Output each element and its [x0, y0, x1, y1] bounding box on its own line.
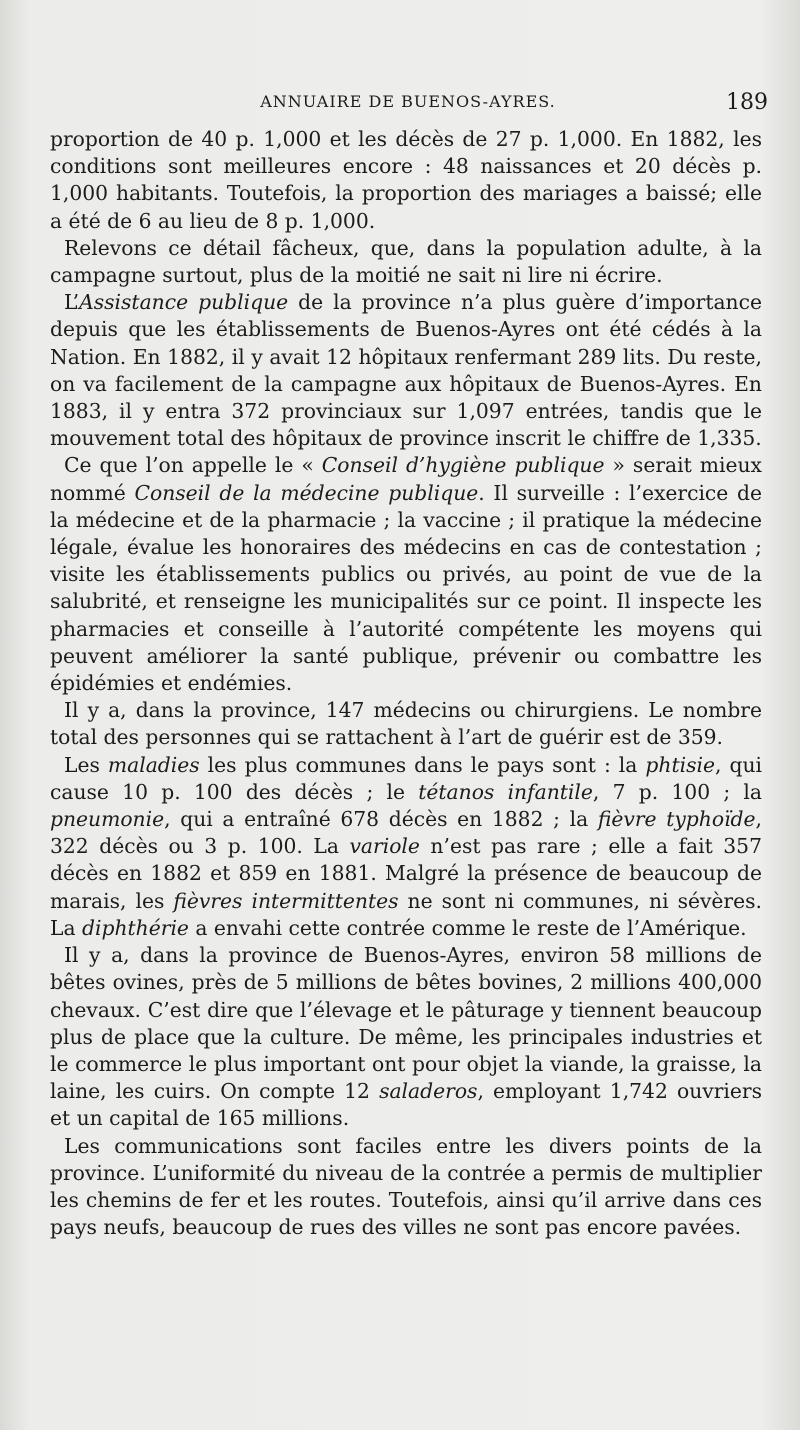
text-run: , 7 p. 100 ; la — [592, 779, 762, 804]
text-run: . Il surveille : l’exercice de la médecine et de la pharmacie ; la vaccine ; il pratique la médecine légale, évalue les honoraires des médecins en cas de contestation ; visite les établissements publics ou privés, au point de vue de la salubrité, et renseigne les municipalités sur ce point. Il inspecte les pharmacies et conseille à l’autorité compétente les moyens qui peuvent améliorer la santé publique, prévenir ou combattre les épidémies et endémies. — [50, 480, 762, 696]
text-run: , qui cause 10 p. 100 des décès ; le — [50, 752, 762, 804]
italic-text: diphthérie — [82, 915, 189, 940]
paragraph — [50, 1133, 762, 1242]
running-title: ANNUAIRE DE BUENOS-AYRES. — [260, 92, 556, 111]
italic-text: pneumonie — [50, 807, 165, 832]
italic-text: fièvres intermittentes — [173, 888, 399, 913]
text-run: les plus communes dans le pays sont : la — [199, 752, 646, 777]
text-run: Il y a, dans la province, 147 médecins ou chirurgiens. Le nombre total des personnes qui se rattachent à l’art de guérir est de 359. — [50, 698, 762, 750]
text-run: L’ — [64, 290, 80, 315]
paragraph — [50, 752, 762, 942]
italic-text: fièvre typhoïde — [597, 807, 756, 832]
paragraph — [50, 452, 762, 697]
text-run: Relevons ce détail fâcheux, que, dans la population adulte, à la campagne surtout, plus de la moitié ne sait ni lire ni écrire. — [50, 235, 762, 288]
body-text — [50, 126, 762, 1241]
paragraph — [50, 942, 762, 1132]
italic-text: maladies — [107, 752, 200, 777]
text-run: ne sont ni communes, ni sévères. La — [50, 888, 762, 940]
text-run: n’est pas rare ; elle a fait 357 décès en 1882 et 859 en 1881. Malgré la présence de beaucoup de marais, les — [50, 834, 762, 913]
text-run: Les communications sont faciles entre les divers points de la province. L’uniformité du niveau de la contrée a permis de multiplier les chemins de fer et les routes. Toutefois, ainsi qu’il arrive dans ces pays neufs, beaucoup de rues des villes ne sont pas encore pavées. — [50, 1133, 762, 1240]
paragraph — [50, 126, 762, 235]
italic-text: variole — [349, 834, 420, 859]
text-run: Il y a, dans la province de Buenos-Ayres, environ 58 millions de bêtes ovines, près de 5 millions de bêtes bovines, 2 millions 400,000 chevaux. C’est dire que l’élevage et le pâturage y tiennent beaucoup plus de place que la culture. De même, les principales industries et le commerce le plus important ont pour objet la viande, la graisse, la laine, les cuirs. On compte 12 — [50, 943, 762, 1104]
italic-text: Conseil d’hygiène publique — [321, 453, 605, 478]
italic-text: saladeros — [379, 1079, 478, 1104]
page-header — [48, 90, 768, 120]
text-run: , 322 décès ou 3 p. 100. La — [50, 807, 762, 859]
text-run: , qui a entraîné 678 décès en 1882 ; la — [164, 807, 598, 832]
italic-text: phtisie — [645, 752, 715, 777]
text-run: a envahi cette contrée comme le reste de l’Amérique. — [188, 915, 747, 940]
text-run: , employant 1,742 ouvriers et un capital de 165 millions. — [50, 1079, 762, 1131]
paragraph — [50, 235, 762, 289]
italic-text: Assistance publique — [79, 290, 289, 315]
text-run: de la province n’a plus guère d’importance depuis que les établissements de Buenos-Ayres ont été cédés à la Nation. En 1882, il y avait 12 hôpitaux renfermant 289 lits. Du reste, on va facilement de la campagne aux hôpitaux de Buenos-Ayres. En 1883, il y entra 372 provinciaux sur 1,097 entrées, tandis que le mouvement total des hôpitaux de province inscrit le chiffre de 1,335. — [50, 290, 762, 451]
paragraph — [50, 289, 762, 452]
italic-text: Conseil de la médecine publique — [134, 480, 479, 505]
page-number: 189 — [726, 90, 768, 115]
text-run: Les — [64, 752, 108, 777]
text-run: proportion de 40 p. 1,000 et les décès de 27 p. 1,000. En 1882, les conditions sont meilleures encore : 48 naissances et 20 décès p. 1,000 habitants. Toutefois, la proportion des mariages a baissé; elle a été de 6 au lieu de 8 p. 1,000. — [50, 127, 762, 233]
italic-text: tétanos infantile — [418, 779, 593, 804]
paragraph — [50, 697, 762, 751]
text-run: » serait mieux nommé — [50, 453, 762, 505]
text-run: Ce que l’on appelle le « — [64, 453, 322, 478]
